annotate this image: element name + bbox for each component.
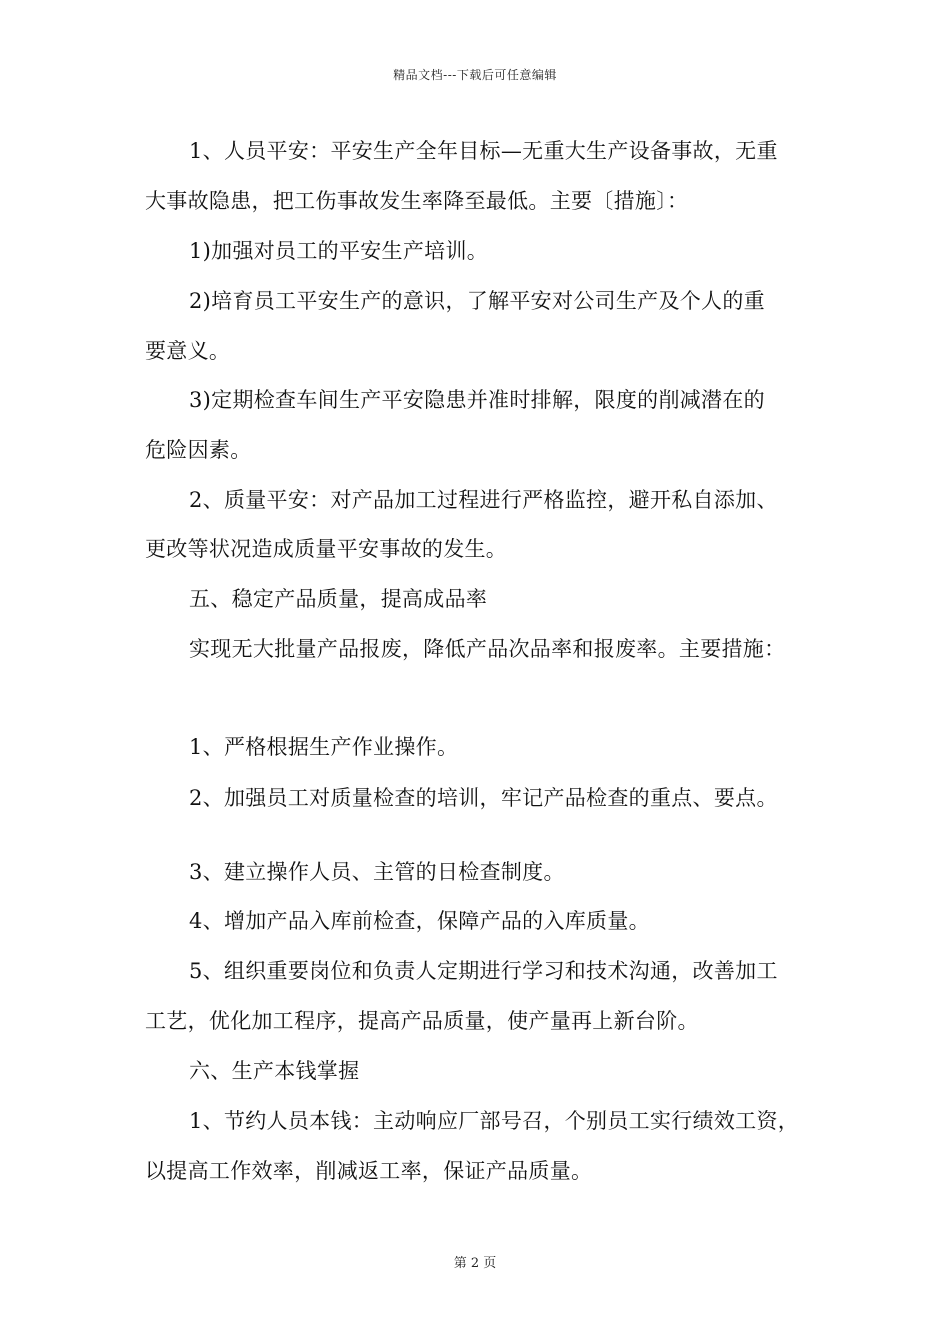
section-heading: 六、生产本钱掌握 — [189, 1059, 360, 1083]
paragraph-line: 2)培育员工平安生产的意识，了解平安对公司生产及个人的重 — [189, 289, 765, 313]
paragraph-line: 危险因素。 — [145, 438, 252, 462]
paragraph-line: 要意义。 — [145, 339, 231, 363]
paragraph-line: 4、增加产品入库前检查，保障产品的入库质量。 — [189, 909, 650, 933]
section-heading: 五、稳定产品质量，提高成品率 — [189, 587, 488, 611]
page-number: 第 2 页 — [453, 1256, 497, 1271]
paragraph-line: 工艺，优化加工程序，提高产品质量，使产量再上新台阶。 — [145, 1009, 699, 1033]
paragraph-line: 3、建立操作人员、主管的日检查制度。 — [189, 860, 565, 884]
paragraph-line: 1、人员平安：平安生产全年目标—无重大生产设备事故，无重 — [189, 139, 778, 163]
paragraph-line: 实现无大批量产品报废，降低产品次品率和报废率。主要措施： — [189, 637, 786, 661]
paragraph-line: 大事故隐患，把工伤事故发生率降至最低。主要〔措施〕： — [145, 189, 689, 213]
paragraph-line: 1、严格根据生产作业操作。 — [189, 735, 459, 759]
page-header: 精品文档---下载后可任意编辑 — [393, 68, 557, 82]
paragraph-line: 2、加强员工对质量检查的培训，牢记产品检查的重点、要点。 — [189, 786, 778, 810]
paragraph-line: 更改等状况造成质量平安事故的发生。 — [145, 537, 508, 561]
paragraph-line: 以提高工作效率，削减返工率，保证产品质量。 — [145, 1159, 593, 1183]
paragraph-line: 5、组织重要岗位和负责人定期进行学习和技术沟通，改善加工 — [189, 959, 778, 983]
paragraph-line: 3)定期检查车间生产平安隐患并准时排解，限度的削减潜在的 — [189, 388, 765, 412]
paragraph-line: 1、节约人员本钱：主动响应厂部号召，个别员工实行绩效工资， — [189, 1109, 800, 1133]
paragraph-line: 2、质量平安：对产品加工过程进行严格监控，避开私自添加、 — [189, 488, 778, 512]
paragraph-line: 1)加强对员工的平安生产培训。 — [189, 239, 489, 263]
